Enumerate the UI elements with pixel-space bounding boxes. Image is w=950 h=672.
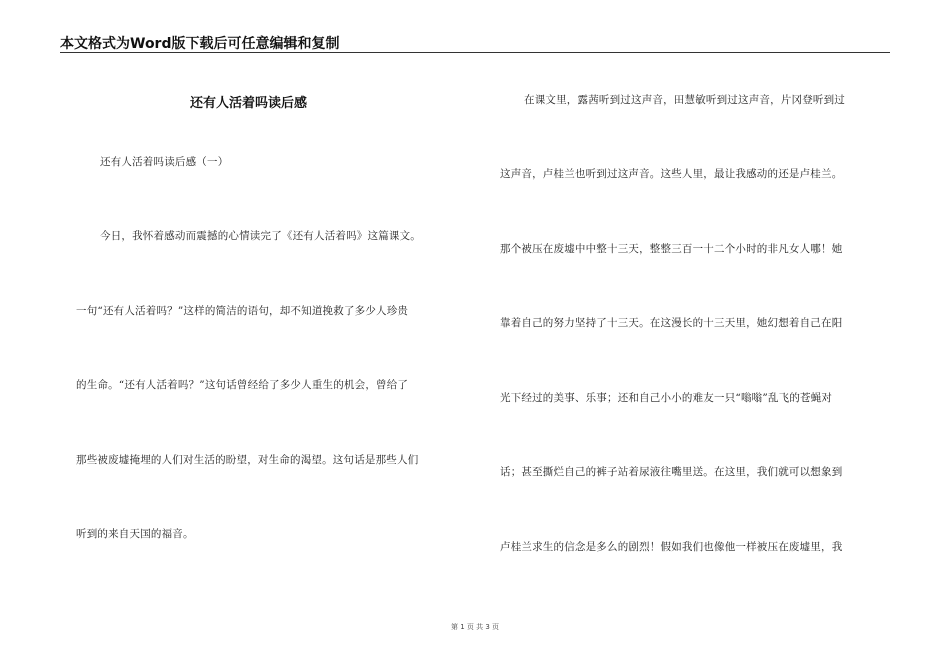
right-line-3: 靠着自己的努力坚持了十三天。在这漫长的十三天里，她幻想着自己在阳 (500, 317, 843, 329)
left-line-5: 听到的来自天国的福音。 (76, 528, 194, 540)
right-line-2: 那个被压在废墟中中整十三天，整整三百一十二个小时的非凡女人哪！她 (500, 243, 843, 255)
left-line-3: 的生命。“还有人活着吗？”这句话曾经给了多少人重生的机会，曾给了 (76, 379, 409, 391)
right-line-4: 光下经过的美事、乐事；还和自己小小的难友一只“嗡嗡”乱飞的苍蝇对 (500, 392, 833, 404)
page-header: 本文格式为Word版下载后可任意编辑和复制 (60, 36, 340, 52)
left-line-2: 一句“还有人活着吗？”这样的简洁的语句，却不知道挽救了多少人珍贵 (76, 305, 409, 317)
left-line-1: 今日，我怀着感动而震撼的心情读完了《还有人活着吗》这篇课文。 (100, 230, 421, 242)
right-line-5: 话；甚至撕烂自己的裤子站着尿液往嘴里送。在这里，我们就可以想象到 (500, 466, 843, 478)
left-line-4: 那些被废墟掩埋的人们对生活的盼望，对生命的渴望。这句话是那些人们 (76, 454, 419, 466)
left-line-0: 还有人活着吗读后感（一） (100, 156, 229, 168)
right-line-0: 在课文里，露茜听到过这声音，田慧敏听到过这声音，片冈登听到过 (524, 94, 845, 106)
document-title: 还有人活着吗读后感 (190, 96, 308, 111)
right-line-6: 卢桂兰求生的信念是多么的剧烈！假如我们也像他一样被压在废墟里，我 (500, 541, 843, 553)
right-line-1: 这声音，卢桂兰也听到过这声音。这些人里，最让我感动的还是卢桂兰。 (500, 168, 843, 180)
header-divider (60, 52, 890, 53)
page-number-footer: 第 1 页 共 3 页 (450, 623, 500, 631)
